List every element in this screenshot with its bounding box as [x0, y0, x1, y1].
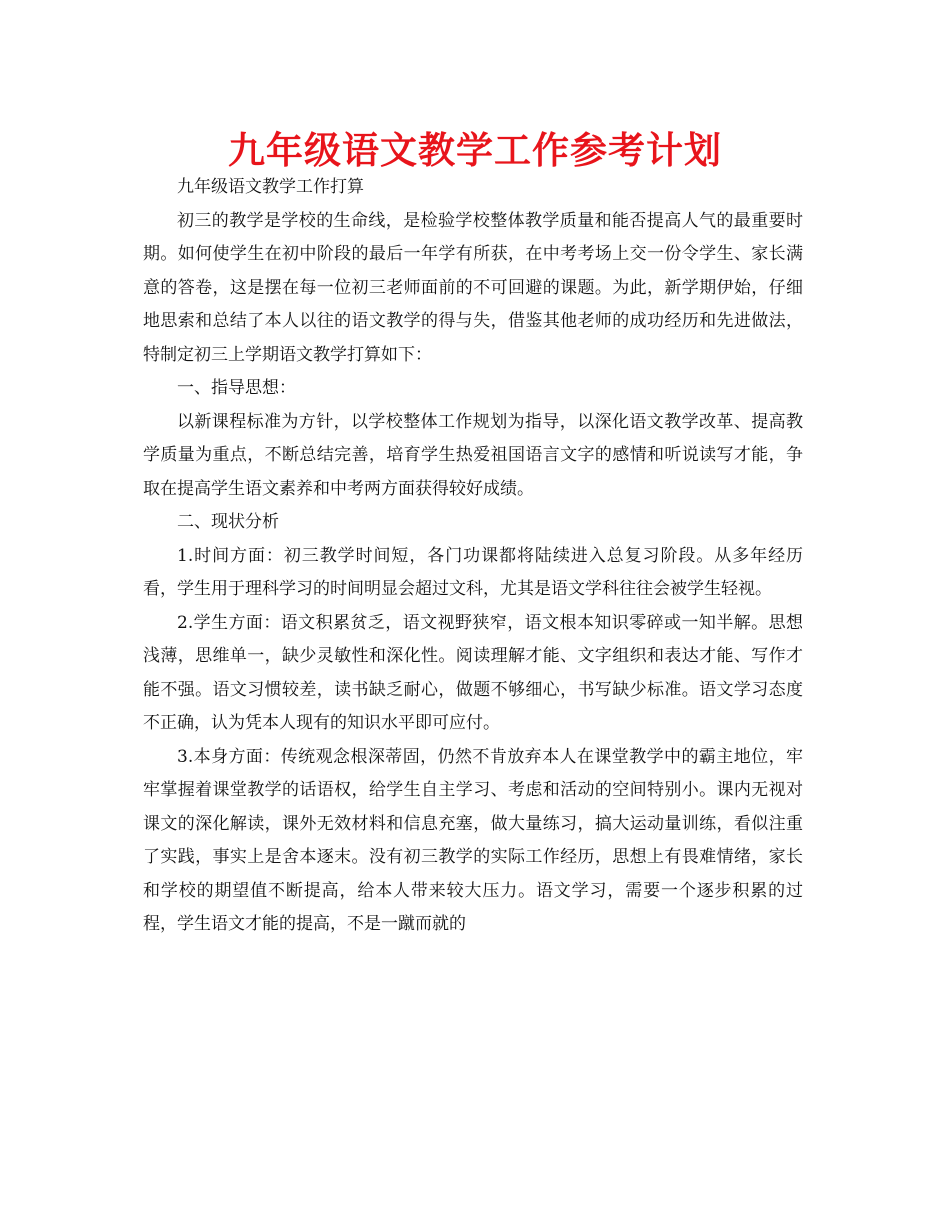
paragraph-time-aspect: 1.时间方面：初三教学时间短，各门功课都将陆续进入总复习阶段。从多年经历看，学生用于理科学习的时间明显会超过文科，尤其是语文学科往往会被学生轻视。: [143, 545, 803, 599]
paragraph-intro: 初三的教学是学校的生命线，是检验学校整体教学质量和能否提高人气的最重要时期。如何使学生在初中阶段的最后一年学有所获，在中考考场上交一份令学生、家长满意的答卷，这是摆在每一位初三老师面前的不可回避的课题。为此，新学期伊始，仔细地思索和总结了本人以往的语文教学的得与失，借鉴其他老师的成功经历和先进做法，特制定初三上学期语文教学打算如下：: [143, 210, 803, 365]
paragraph-self-aspect: 3.本身方面：传统观念根深蒂固，仍然不肯放弃本人在课堂教学中的霸主地位，牢牢掌握着课堂教学的话语权，给学生自主学习、考虑和活动的空间特别小。课内无视对课文的深化解读，课外无效材料和信息充塞，做大量练习，搞大运动量训练，看似注重了实践，事实上是舍本逐末。没有初三教学的实际工作经历，思想上有畏难情绪，家长和学校的期望值不断提高，给本人带来较大压力。语文学习，需要一个逐步积累的过程，学生语文才能的提高，不是一蹴而就的: [143, 746, 803, 934]
paragraph-subtitle: 九年级语文教学工作打算: [177, 177, 364, 197]
document-title: 九年级语文教学工作参考计划: [228, 128, 722, 172]
paragraph-student-aspect: 2.学生方面：语文积累贫乏，语文视野狭窄，语文根本知识零碎或一知半解。思想浅薄，思维单一，缺少灵敏性和深化性。阅读理解才能、文字组织和表达才能、写作才能不强。语文习惯较差，读书缺乏耐心，做题不够细心，书写缺少标准。语文学习态度不正确，认为凭本人现有的知识水平即可应付。: [143, 612, 803, 733]
section-heading-guiding-thought: 一、指导思想：: [177, 378, 296, 398]
document-body: [143, 171, 803, 942]
paragraph-guiding-thought: 以新课程标准为方针，以学校整体工作规划为指导，以深化语文教学改革、提高教学质量为重点，不断总结完善，培育学生热爱祖国语言文字的感情和听说读写才能，争取在提高学生语文素养和中考两方面获得较好成绩。: [143, 411, 803, 499]
section-heading-status-analysis: 二、现状分析: [177, 512, 279, 532]
